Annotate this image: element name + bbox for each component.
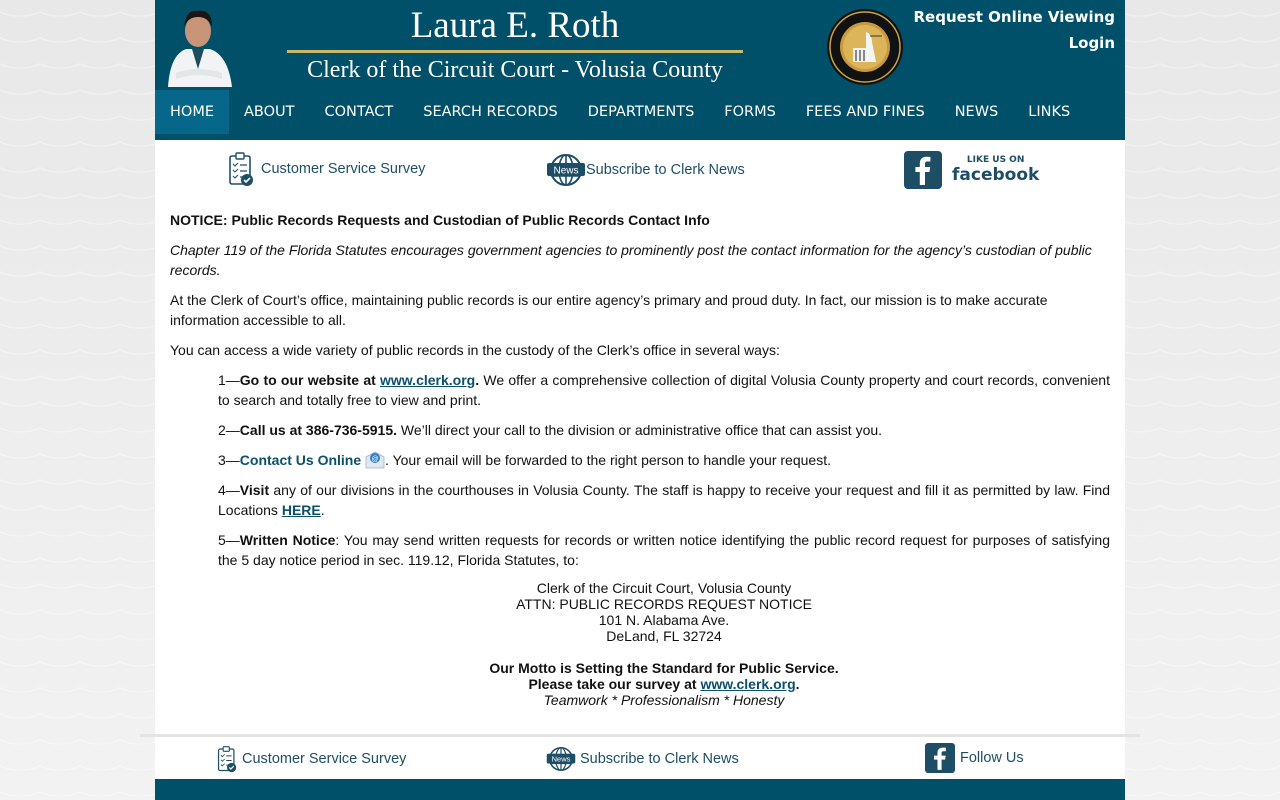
list-item: 3—Contact Us Online @ . Your email will be forwarded to the right person to handle your request. <box>218 452 831 468</box>
main-nav <box>155 90 1085 134</box>
subscribe-clerk-news-label: Subscribe to Clerk News <box>586 162 745 178</box>
intro-italic: Chapter 119 of the Florida Statutes encourages government agencies to prominently post the contact information for the agency’s custodian of public records. <box>170 242 1092 278</box>
facebook-label: LIKE US ON facebook <box>952 155 1040 185</box>
phone-number: Call us at 386-736-5915. <box>239 422 398 438</box>
site-header <box>155 0 1125 140</box>
list-item: 4—Visit any of our divisions in the courthouses in Volusia County. The staff is happy to receive your request and fill it as permitted by law. Find Locations HERE. <box>218 482 1110 518</box>
nav-links[interactable]: LINKS <box>1028 104 1071 120</box>
nav-search-records[interactable]: SEARCH RECORDS <box>423 104 558 120</box>
list-item: 5—Written Notice: You may send written requests for records or written notice identifying the public record request for purposes of satisfying the 5 day notice period in sec. 119.12, Florida Statutes, to: <box>218 532 1111 568</box>
nav-forms[interactable]: FORMS <box>724 104 776 120</box>
svg-text:@: @ <box>371 456 379 463</box>
motto-block: Our Motto is Setting the Standard for Public Service. Please take our survey at www.clerk.org. Teamwork * Professionalism * Honesty <box>489 660 839 708</box>
mission-paragraph: At the Clerk of Court’s office, maintaining public records is our entire agency’s primary and proud duty. In fact, our mission is to make accurate information accessible to all. <box>170 292 1048 328</box>
nav-departments[interactable]: DEPARTMENTS <box>587 104 695 120</box>
news-globe-icon <box>546 746 576 772</box>
nav-fees-and-fines[interactable]: FEES AND FINES <box>805 104 925 120</box>
login-link[interactable]: Login <box>1068 34 1115 52</box>
locations-here-link[interactable]: HERE <box>281 502 321 518</box>
subscribe-clerk-news-link[interactable] <box>546 153 745 187</box>
news-globe-icon <box>546 153 586 187</box>
notice-title: NOTICE: Public Records Requests and Custodian of Public Records Contact Info <box>170 212 710 228</box>
clerk-portrait <box>162 3 234 87</box>
footer-subscribe-clerk-news-link[interactable]: News Subscribe to Clerk News <box>546 746 739 772</box>
main-content <box>170 210 1110 708</box>
survey-website-link[interactable]: www.clerk.org <box>700 676 796 692</box>
title-block <box>285 0 745 90</box>
facebook-icon <box>925 743 955 773</box>
list-item: 2—Call us at 386-736-5915. We’ll direct your call to the division or administrative office that can assist you. <box>218 422 883 438</box>
email-envelope-icon[interactable] <box>365 451 385 469</box>
clipboard-checklist-icon <box>217 745 237 773</box>
customer-service-survey-label: Customer Service Survey <box>261 161 426 177</box>
clerk-name: Laura E. Roth <box>410 5 620 46</box>
clerk-website-link[interactable]: www.clerk.org <box>380 372 476 388</box>
footer-promo-bar <box>155 737 1125 779</box>
nav-about[interactable]: ABOUT <box>244 104 295 120</box>
gold-divider <box>287 50 743 53</box>
footer-bar <box>155 779 1125 800</box>
top-links <box>914 4 1116 56</box>
facebook-icon <box>904 151 942 189</box>
list-item: 1—Go to our website at www.clerk.org. We offer a comprehensive collection of digital Volusia County property and court records, convenient to search and totally free to view and print. <box>218 372 1110 408</box>
page-container <box>155 0 1125 800</box>
facebook-like-link[interactable] <box>904 151 1039 189</box>
footer-customer-service-survey-link[interactable]: Customer Service Survey <box>217 745 406 773</box>
site-subtitle: Clerk of the Circuit Court - Volusia County <box>307 57 723 83</box>
footer-follow-us-link[interactable]: Follow Us <box>925 743 1024 773</box>
svg-text:News: News <box>551 754 571 764</box>
access-intro-paragraph: You can access a wide variety of public records in the custody of the Clerk’s office in several ways: <box>170 342 780 358</box>
clipboard-checklist-icon <box>228 151 254 187</box>
promo-bar <box>155 140 1125 198</box>
nav-home[interactable]: HOME <box>155 90 229 134</box>
access-methods-list <box>170 370 1110 570</box>
request-online-viewing-link[interactable]: Request Online Viewing <box>913 8 1115 26</box>
contact-us-online-link[interactable]: Contact Us Online <box>239 452 362 468</box>
nav-contact[interactable]: CONTACT <box>324 104 394 120</box>
mailing-address: Clerk of the Circuit Court, Volusia County ATTN: PUBLIC RECORDS REQUEST NOTICE 101 N. Alabama Ave. DeLand, FL 32724 <box>516 580 812 644</box>
customer-service-survey-link[interactable] <box>228 151 425 187</box>
svg-text:News: News <box>553 165 579 177</box>
circuit-court-clerk-seal-icon <box>826 8 904 86</box>
nav-news[interactable]: NEWS <box>954 104 999 120</box>
